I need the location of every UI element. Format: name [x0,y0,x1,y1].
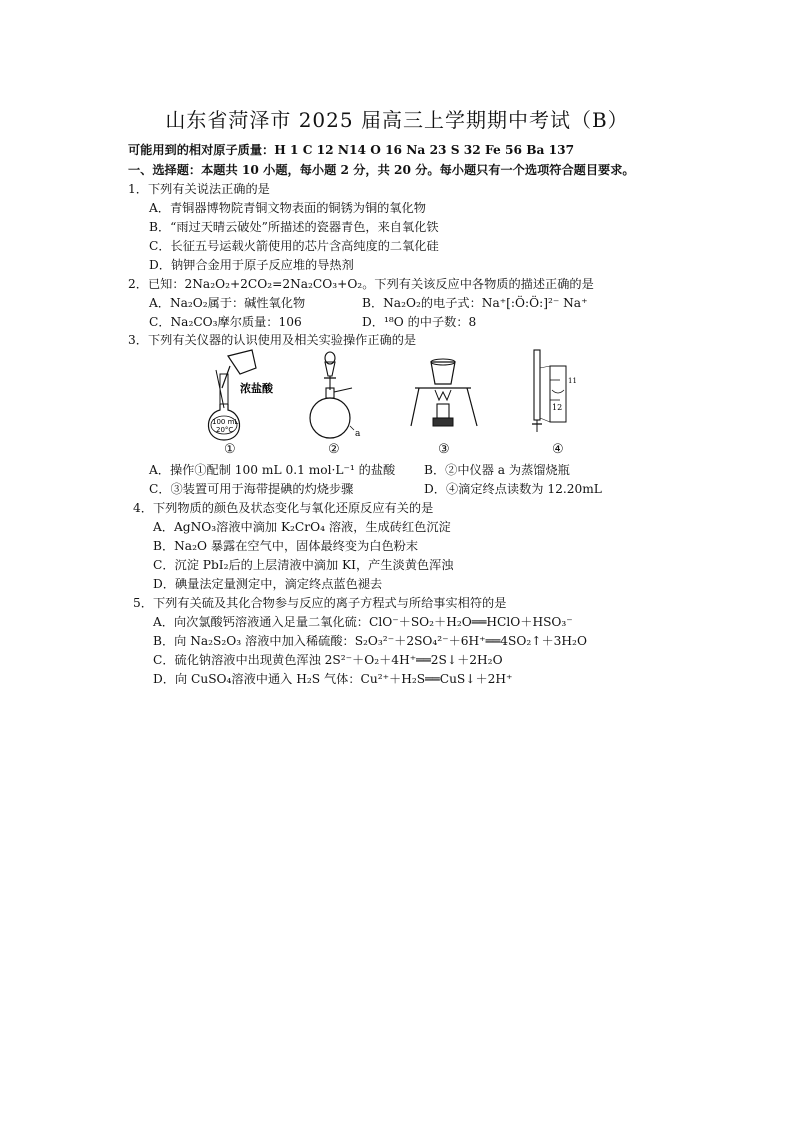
figure-burette [520,348,590,447]
figure-volumetric-flask [200,348,290,447]
figure-separatory-funnel-flask [308,348,378,447]
q5-option-a: A．向次氯酸钙溶液通入足量二氧化硫：ClO⁻＋SO₂＋H₂O══HClO＋HSO₃⁻ [153,615,573,629]
figure-label-3: ③ [438,442,450,457]
q2-option-a: A．Na₂O₂属于：碱性氧化物 [149,296,306,310]
q3-option-b: B．②中仪器 a 为蒸馏烧瓶 [424,463,570,477]
section-heading: 一、选择题：本题共 10 小题，每小题 2 分，共 20 分。每小题只有一个选项符合题目要求。 [128,163,635,177]
q5-stem: 5．下列有关硫及其化合物参与反应的离子方程式与所给事实相符的是 [133,596,507,610]
figure-crucible-tripod [405,348,485,447]
q4-option-a: A．AgNO₃溶液中滴加 K₂CrO₄ 溶液，生成砖红色沉淀 [153,520,451,534]
q3-stem: 3．下列有关仪器的认识使用及相关实验操作正确的是 [128,333,417,347]
burette-tick-11: 11 [568,377,577,385]
q3-figures [190,348,610,460]
q5-option-d: D．向 CuSO₄溶液中通入 H₂S 气体：Cu²⁺＋H₂S══CuS↓＋2H⁺ [153,672,513,686]
q2-stem: 2．已知：2Na₂O₂+2CO₂=2Na₂CO₃+O₂。下列有关该反应中各物质的描述正确的是 [128,277,594,291]
burette-tick-12: 12 [552,403,563,412]
q3-option-a: A．操作①配制 100 mL 0.1 mol·L⁻¹ 的盐酸 [149,463,396,477]
q1-option-b: B．“雨过天晴云破处”所描述的瓷器青色，来自氧化铁 [149,220,439,234]
q2-option-c: C．Na₂CO₃摩尔质量：106 [149,315,302,329]
atomic-mass-line: 可能用到的相对原子质量：H 1 C 12 N14 O 16 Na 23 S 32 Fe 56 Ba 137 [128,143,575,157]
q1-option-c: C．长征五号运载火箭使用的芯片含高纯度的二氧化硅 [149,239,439,253]
q1-stem: 1．下列有关说法正确的是 [128,182,270,196]
q5-option-c: C．硫化钠溶液中出现黄色浑浊 2S²⁻＋O₂＋4H⁺══2S↓＋2H₂O [153,653,503,667]
q2-option-b: B．Na₂O₂的电子式：Na⁺[:Ö:Ö:]²⁻ Na⁺ [362,296,588,310]
figure-label-2: ② [328,442,340,457]
q3-option-d: D．④滴定终点读数为 12.20mL [424,482,602,496]
flask-temp-label: 20°C [216,426,234,434]
q4-stem: 4．下列物质的颜色及状态变化与氧化还原反应有关的是 [133,501,434,515]
flask-volume-label: 100 mL [212,418,239,426]
conc-hcl-label: 浓盐酸 [240,382,273,395]
instrument-a-label: a [355,429,361,439]
page-title: 山东省菏泽市 2025 届高三上学期期中考试（B） [165,108,629,132]
q1-option-a: A．青铜器博物院青铜文物表面的铜锈为铜的氧化物 [149,201,426,215]
q4-option-c: C．沉淀 PbI₂后的上层清液中滴加 KI，产生淡黄色浑浊 [153,558,454,572]
figure-label-4: ④ [552,442,564,457]
figure-label-1: ① [224,442,236,457]
q5-option-b: B．向 Na₂S₂O₃ 溶液中加入稀硫酸：S₂O₃²⁻＋2SO₄²⁻＋6H⁺══4SO₂↑＋3H₂O [153,634,587,648]
q4-option-d: D．碘量法定量测定中，滴定终点蓝色褪去 [153,577,383,591]
q3-option-c: C．③装置可用于海带提碘的灼烧步骤 [149,482,354,496]
q2-option-d: D．¹⁸O 的中子数：8 [362,315,477,329]
q1-option-d: D．钠钾合金用于原子反应堆的导热剂 [149,258,354,272]
q4-option-b: B．Na₂O 暴露在空气中，固体最终变为白色粉末 [153,539,419,553]
